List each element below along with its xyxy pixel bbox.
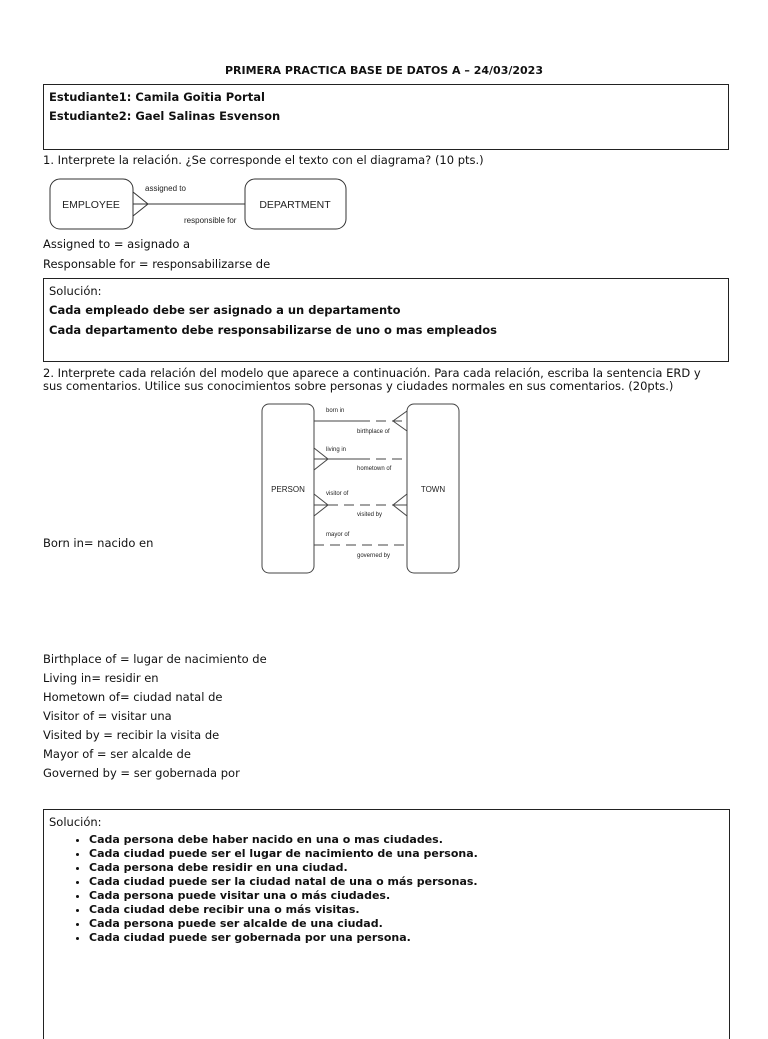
- page-title: PRIMERA PRACTICA BASE DE DATOS A – 24/03/2023: [224, 64, 543, 77]
- solution-group-visitor: [49, 889, 724, 917]
- list-item: • Cada ciudad puede ser gobernada por una persona.: [89, 931, 724, 945]
- living-in-relationship: [314, 447, 407, 472]
- question-2-line-1: 2. Interprete cada relación del modelo que aparece a continuación. Para cada relación, escriba la sentencia ERD y: [43, 366, 701, 380]
- governed-by-label: governed by: [357, 553, 391, 559]
- hometown-of-label: hometown of: [357, 466, 392, 472]
- q2-translations: [43, 650, 267, 783]
- translation-visited: Visited by = recibir la visita de: [43, 728, 220, 742]
- visitor-of-relationship: [314, 491, 407, 518]
- translation-responsible: Responsable for = responsabilizarse de: [43, 257, 271, 271]
- employee-department-diagram: [43, 172, 363, 238]
- born-in-label: born in: [326, 408, 345, 414]
- q1-solution-line-2: Cada departamento debe responsabilizarse de uno o mas empleados: [49, 323, 497, 337]
- person-label: PERSON: [271, 485, 305, 494]
- question-2: [43, 367, 701, 393]
- question-1: 1. Interprete la relación. ¿Se corresponde el texto con el diagrama? (10 pts.): [43, 153, 484, 167]
- list-item: • Cada ciudad debe recibir una o más visitas.: [89, 903, 724, 917]
- crowsfoot-lower: [133, 204, 148, 216]
- crowsfoot-upper: [133, 192, 148, 204]
- mayor-of-label: mayor of: [326, 532, 350, 538]
- list-item: • Cada persona debe haber nacido en una o mas ciudades.: [89, 833, 724, 847]
- solution-group-mayor: [49, 917, 724, 945]
- translation-assigned: Assigned to = asignado a: [43, 237, 191, 251]
- q2-solution-box: [43, 809, 730, 1039]
- employee-label: EMPLOYEE: [62, 199, 120, 211]
- birthplace-of-label: birthplace of: [357, 429, 390, 435]
- q1-solution-label: Solución:: [49, 284, 102, 298]
- student-1: Estudiante1: Camila Goitia Portal: [49, 90, 265, 104]
- translation-birthplace: Birthplace of = lugar de nacimiento de: [43, 652, 267, 666]
- visited-by-label: visited by: [357, 512, 383, 518]
- list-item: • Cada persona puede ser alcalde de una ciudad.: [89, 917, 724, 931]
- translation-living: Living in= residir en: [43, 671, 159, 685]
- department-label: DEPARTMENT: [259, 199, 331, 211]
- list-item: • Cada ciudad puede ser la ciudad natal de una o más personas.: [89, 875, 724, 889]
- q1-solution-line-1: Cada empleado debe ser asignado a un departamento: [49, 303, 401, 317]
- translation-mayor: Mayor of = ser alcalde de: [43, 747, 191, 761]
- list-item: • Cada ciudad puede ser el lugar de nacimiento de una persona.: [89, 847, 724, 861]
- born-in-translation: Born in= nacido en: [43, 536, 154, 550]
- list-item: • Cada persona puede visitar una o más ciudades.: [89, 889, 724, 903]
- students-box: [43, 84, 729, 150]
- list-item: • Cada persona debe residir en una ciudad.: [89, 861, 724, 875]
- born-in-relationship: [314, 408, 407, 435]
- solution-group-living: [49, 861, 724, 889]
- translation-governed: Governed by = ser gobernada por: [43, 766, 240, 780]
- person-town-diagram: [258, 398, 468, 578]
- visitor-of-label: visitor of: [326, 491, 349, 497]
- assigned-to-label: assigned to: [145, 184, 186, 193]
- q2-solution-label: Solución:: [49, 815, 102, 829]
- translation-visitor: Visitor of = visitar una: [43, 709, 172, 723]
- solution-group-born: [49, 833, 724, 861]
- q1-solution-box: [43, 278, 729, 362]
- student-2: Estudiante2: Gael Salinas Esvenson: [49, 109, 281, 123]
- responsible-for-label: responsible for: [184, 216, 237, 225]
- question-2-line-2: sus comentarios. Utilice sus conocimientos sobre personas y ciudades normales en sus comentarios. (20pts.): [43, 379, 674, 393]
- translation-hometown: Hometown of= ciudad natal de: [43, 690, 223, 704]
- mayor-of-relationship: [314, 532, 407, 559]
- town-label: TOWN: [420, 485, 446, 494]
- living-in-label: living in: [326, 447, 347, 453]
